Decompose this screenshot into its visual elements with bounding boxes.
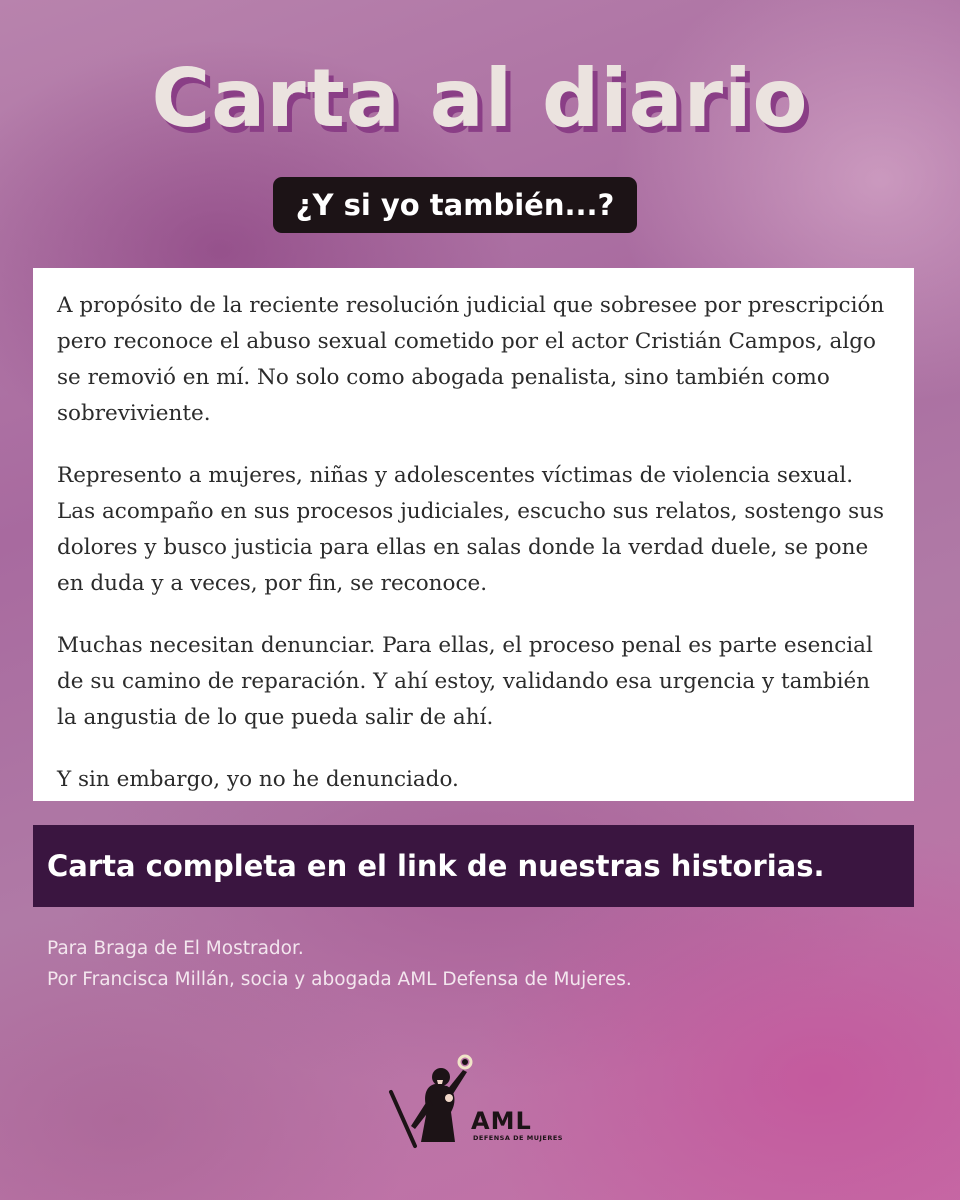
letter-paragraph: Y sin embargo, yo no he denunciado.: [57, 767, 459, 792]
letter-paragraph: A propósito de la reciente resolución judicial que sobresee por prescripción pero reconoce el abuso sexual cometido por el actor Cristián Campos, algo se removió en mí. No solo como abogada penalista, sino también como sobreviviente.: [57, 293, 885, 426]
logo-wordmark: AML: [471, 1107, 532, 1135]
woman-with-scales-and-sword-icon: [385, 1050, 485, 1150]
aml-logo: [385, 1050, 565, 1150]
full-letter-link-banner: Carta completa en el link de nuestras historias.: [33, 825, 914, 907]
credits-author: Por Francisca Millán, socia y abogada AML Defensa de Mujeres.: [47, 969, 632, 990]
credits: [47, 933, 632, 995]
letter-excerpt-card: [33, 268, 914, 801]
subtitle-badge: ¿Y si yo también...?: [273, 177, 637, 233]
page-title: Carta al diario: [151, 52, 809, 145]
letter-paragraph: Muchas necesitan denunciar. Para ellas, el proceso penal es parte esencial de su camino de reparación. Y ahí estoy, validando esa urgencia y también la angustia de lo que pueda salir de ahí.: [57, 633, 873, 730]
credits-publication: Para Braga de El Mostrador.: [47, 938, 304, 959]
logo-tagline: DEFENSA DE MUJERES: [473, 1134, 563, 1142]
letter-paragraph: Represento a mujeres, niñas y adolescentes víctimas de violencia sexual. Las acompaño en sus procesos judiciales, escucho sus relatos, sostengo sus dolores y busco justicia para ellas en salas donde la verdad duele, se pone en duda y a veces, por fin, se reconoce.: [57, 463, 885, 596]
